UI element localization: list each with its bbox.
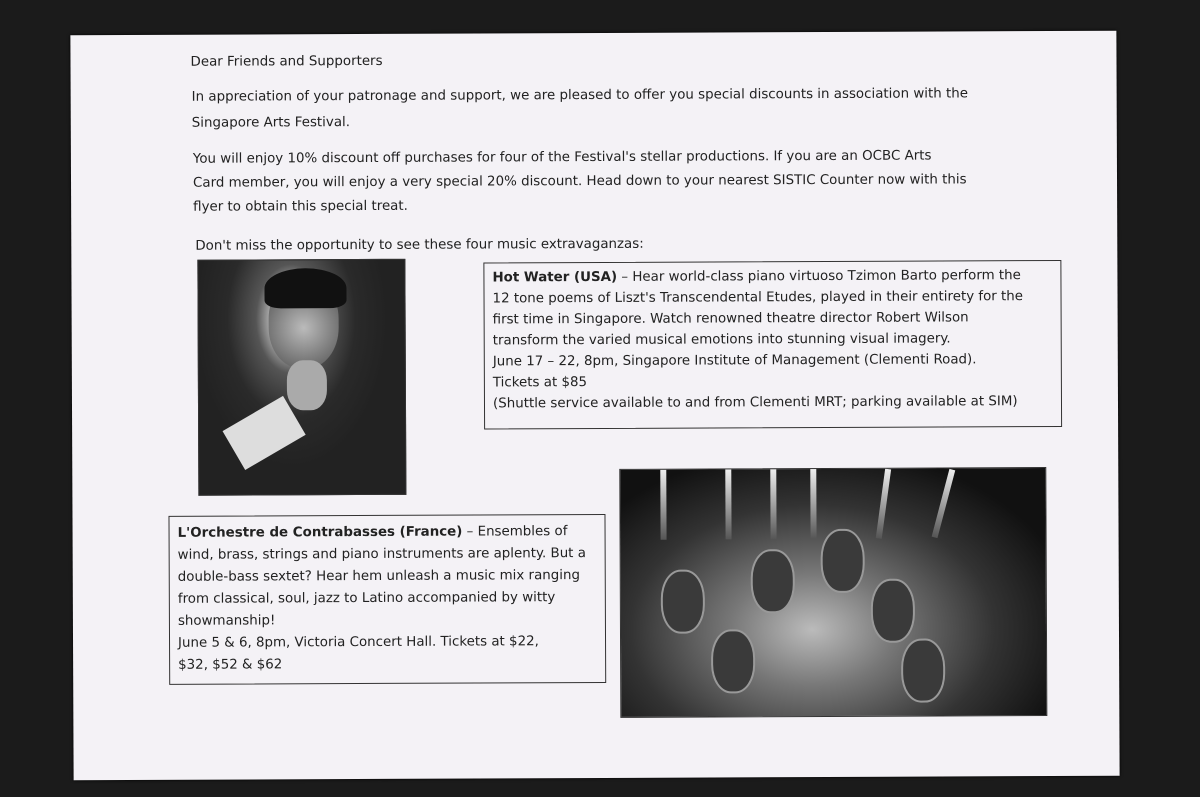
event-text: double-bass sextet? Hear hem unleash a music mix ranging bbox=[177, 568, 580, 585]
flyer-page bbox=[70, 31, 1119, 781]
event-text: June 5 & 6, 8pm, Victoria Concert Hall. Tickets at $22, bbox=[178, 634, 539, 651]
event-text: (Shuttle service available to and from Clementi MRT; parking available at SIM) bbox=[492, 394, 1018, 412]
event-text: 12 tone poems of Liszt's Transcendental Etudes, played in their entirety for the bbox=[492, 289, 1024, 307]
event-title: L'Orchestre de Contrabasses (France) bbox=[177, 524, 463, 541]
pianist-photo bbox=[197, 259, 406, 496]
salutation: Dear Friends and Supporters bbox=[190, 53, 383, 70]
event-hot-water bbox=[483, 260, 1062, 430]
paragraph-1-line: Singapore Arts Festival. bbox=[191, 115, 351, 131]
event-text: transform the varied musical emotions into stunning visual imagery. bbox=[492, 331, 951, 349]
event-text: first time in Singapore. Watch renowned theatre director Robert Wilson bbox=[492, 310, 969, 328]
intro-line: Don't miss the opportunity to see these four music extravaganzas: bbox=[195, 236, 644, 254]
event-text: from classical, soul, jazz to Latino accompanied by witty bbox=[177, 590, 556, 607]
event-text: $32, $52 & $62 bbox=[178, 657, 283, 673]
event-title: Hot Water (USA) bbox=[492, 269, 618, 286]
paragraph-1-line: In appreciation of your patronage and support, we are pleased to offer you special discounts in association with the bbox=[191, 86, 968, 105]
event-text: – Ensembles of bbox=[462, 524, 568, 540]
event-text: Tickets at $85 bbox=[492, 375, 588, 391]
double-bass-ensemble-photo bbox=[619, 467, 1047, 718]
event-text: showmanship! bbox=[177, 613, 276, 629]
paragraph-2-line: Card member, you will enjoy a very special 20% discount. Head down to your nearest SISTIC Counter now with this bbox=[192, 172, 967, 191]
event-text: – Hear world-class piano virtuoso Tzimon Barto perform the bbox=[617, 268, 1021, 285]
event-text: wind, brass, strings and piano instruments are aplenty. But a bbox=[177, 546, 586, 563]
event-text: June 17 – 22, 8pm, Singapore Institute of Management (Clementi Road). bbox=[492, 352, 977, 370]
paragraph-2-line: flyer to obtain this special treat. bbox=[193, 198, 408, 215]
paragraph-2-line: You will enjoy 10% discount off purchases for four of the Festival's stellar productions. If you are an OCBC Arts bbox=[192, 148, 932, 167]
event-orchestre-de-contrabasses bbox=[168, 514, 606, 685]
